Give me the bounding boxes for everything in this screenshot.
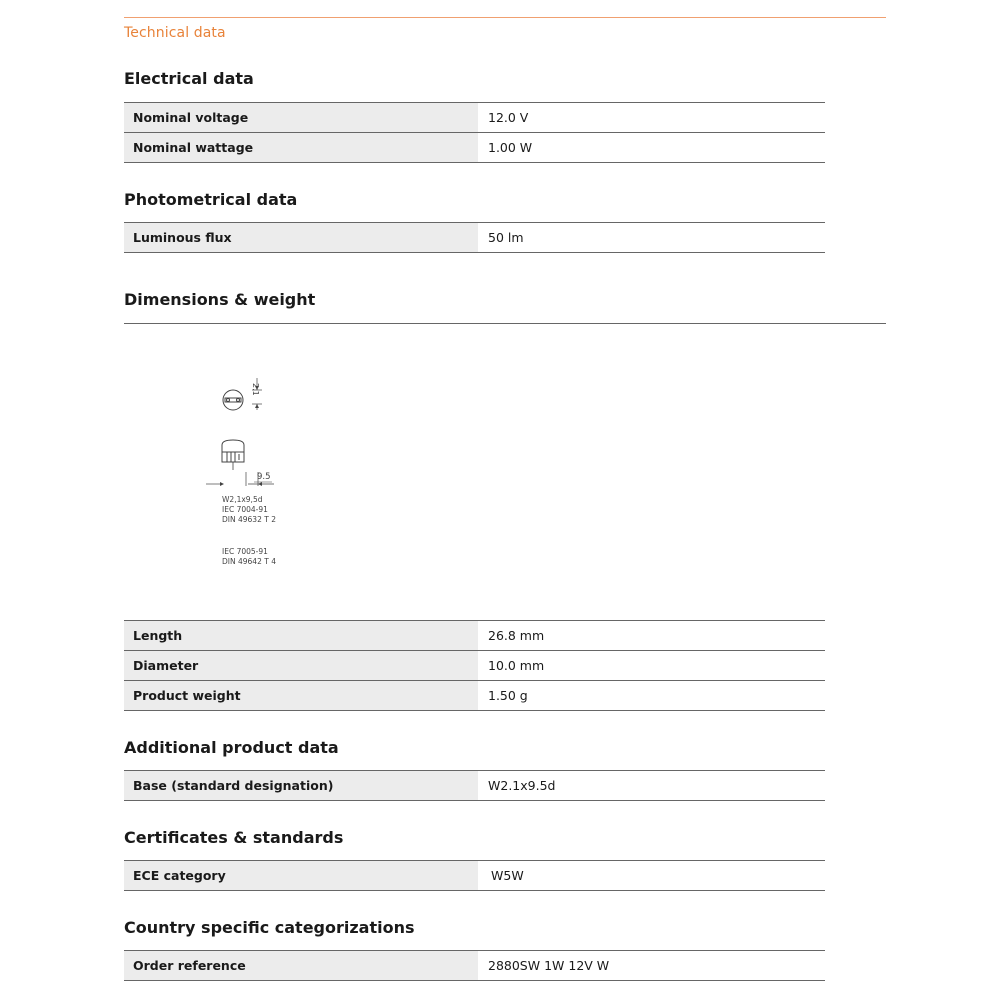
row-label: ECE category	[124, 861, 478, 890]
additional-product-data-heading: Additional product data	[124, 738, 339, 757]
row-value: 1.00 W	[478, 133, 825, 162]
row-label: Product weight	[124, 681, 478, 710]
drawing-note: W2,1x9,5d	[222, 495, 263, 504]
table-row	[124, 651, 825, 681]
drawing-note: DIN 49642 T 4	[222, 557, 276, 566]
photometrical-data-table	[124, 222, 825, 253]
certificates-standards-table	[124, 860, 825, 891]
row-label: Nominal voltage	[124, 103, 478, 132]
row-value: 1.50 g	[478, 681, 825, 710]
dimensions-weight-heading: Dimensions & weight	[124, 290, 316, 309]
row-label: Base (standard designation)	[124, 771, 478, 800]
row-label: Diameter	[124, 651, 478, 680]
row-label: Luminous flux	[124, 223, 478, 252]
dimension-top-label: 2.1	[251, 383, 260, 396]
country-categorizations-heading: Country specific categorizations	[124, 918, 415, 937]
row-value: W5W	[478, 861, 825, 890]
dimensions-divider	[124, 323, 886, 324]
row-value: 26.8 mm	[478, 621, 825, 650]
table-row	[124, 621, 825, 651]
dimensions-weight-table	[124, 620, 825, 711]
row-value: 2880SW 1W 12V W	[478, 951, 825, 980]
section-label: Technical data	[124, 25, 226, 41]
additional-product-data-table	[124, 770, 825, 801]
row-value: 50 lm	[478, 223, 825, 252]
row-value: W2.1x9.5d	[478, 771, 825, 800]
top-divider	[124, 17, 886, 18]
table-row	[124, 103, 825, 133]
row-label: Nominal wattage	[124, 133, 478, 162]
dimension-side-label: 9.5	[257, 472, 271, 482]
row-label: Order reference	[124, 951, 478, 980]
certificates-standards-heading: Certificates & standards	[124, 828, 344, 847]
table-row	[124, 951, 825, 981]
row-value: 10.0 mm	[478, 651, 825, 680]
drawing-note: IEC 7005-91	[222, 547, 268, 556]
electrical-data-table	[124, 102, 825, 163]
lamp-dimension-drawing	[200, 360, 320, 580]
table-row	[124, 771, 825, 801]
photometrical-data-heading: Photometrical data	[124, 190, 298, 209]
drawing-note: IEC 7004-91	[222, 505, 268, 514]
table-row	[124, 223, 825, 253]
table-row	[124, 133, 825, 163]
table-row	[124, 861, 825, 891]
row-value: 12.0 V	[478, 103, 825, 132]
drawing-note: DIN 49632 T 2	[222, 515, 276, 524]
table-row	[124, 681, 825, 711]
country-categorizations-table	[124, 950, 825, 981]
electrical-data-heading: Electrical data	[124, 69, 254, 88]
row-label: Length	[124, 621, 478, 650]
